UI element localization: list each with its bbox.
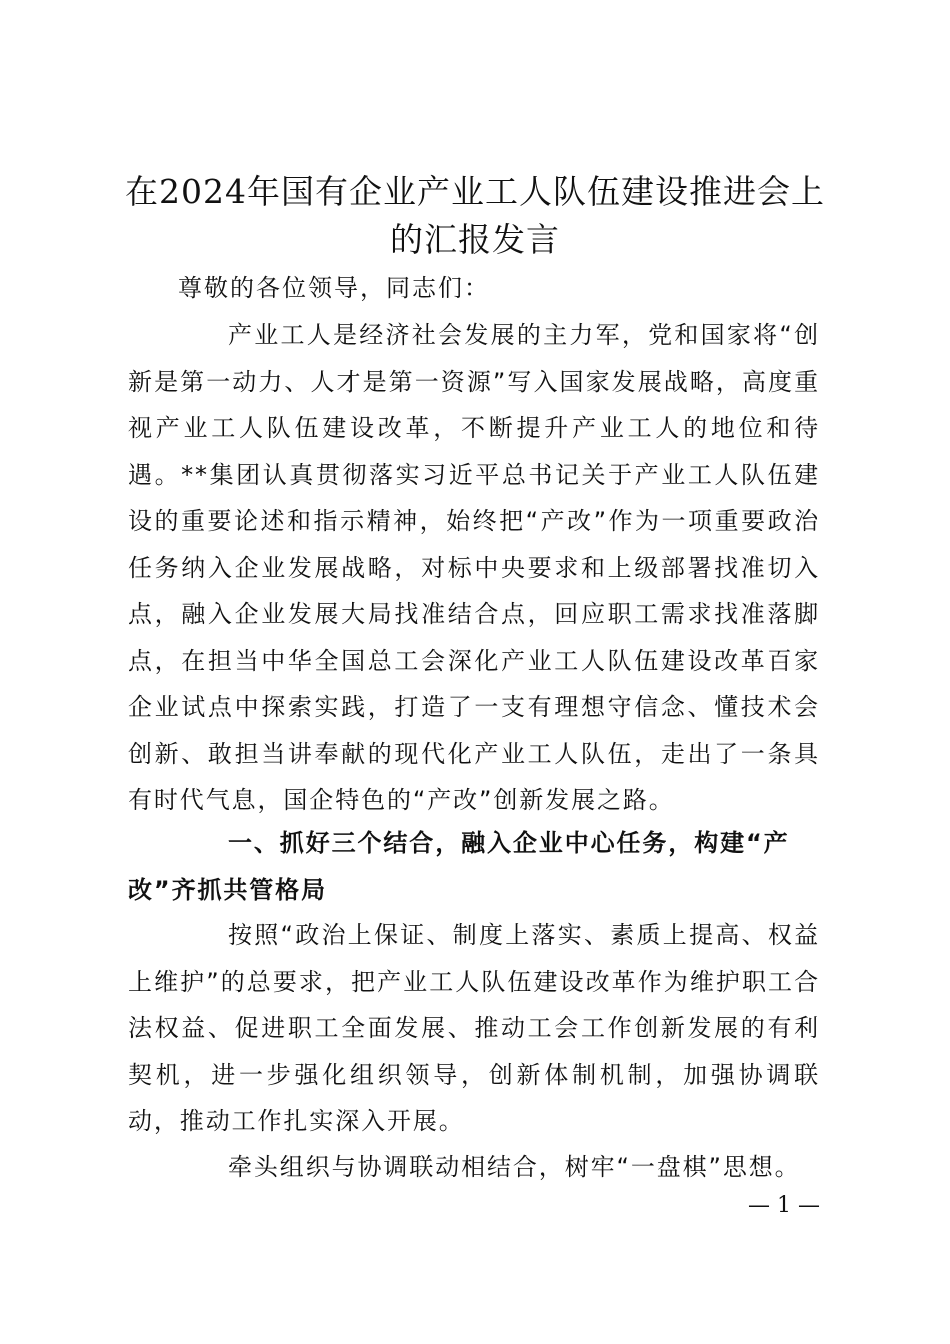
body-paragraph: 按照“政治上保证、制度上落实、素质上提高、权益上维护”的总要求，把产业工人队伍建设改革作为维护职工合法权益、促进职工全面发展、推动工会工作创新发展的有利契机，进一步强化组织领导，创新体制机制，加强协调联动，推动工作扎实深入开展。 (128, 921, 820, 1135)
body-paragraph: 牵头组织与协调联动相结合，树牢“一盘棋”思想。 (228, 1153, 801, 1181)
document-title: 在2024年国有企业产业工人队伍建设推进会上的汇报发言 (125, 172, 825, 259)
body-paragraph: 产业工人是经济社会发展的主力军，党和国家将“创新是第一动力、人才是第一资源”写入国家发展战略，高度重视产业工人队伍建设改革，不断提升产业工人的地位和待遇。**集团认真贯彻落实习近平总书记关于产业工人队伍建设的重要论述和指示精神，始终把“产改”作为一项重要政治任务纳入企业发展战略，对标中央要求和上级部署找准切入点，融入企业发展大局找准结合点，回应职工需求找准落脚点，在担当中华全国总工会深化产业工人队伍建设改革百家企业试点中探索实践，打造了一支有理想守信念、懂技术会创新、敢担当讲奉献的现代化产业工人队伍，走出了一条具有时代气息，国企特色的“产改”创新发展之路。 (128, 321, 820, 814)
page-number: — 1 — (748, 1193, 820, 1218)
section-heading: 一、抓好三个结合，融入企业中心任务，构建“产改”齐抓共管格局 (128, 829, 790, 904)
salutation: 尊敬的各位领导，同志们： (178, 274, 490, 302)
